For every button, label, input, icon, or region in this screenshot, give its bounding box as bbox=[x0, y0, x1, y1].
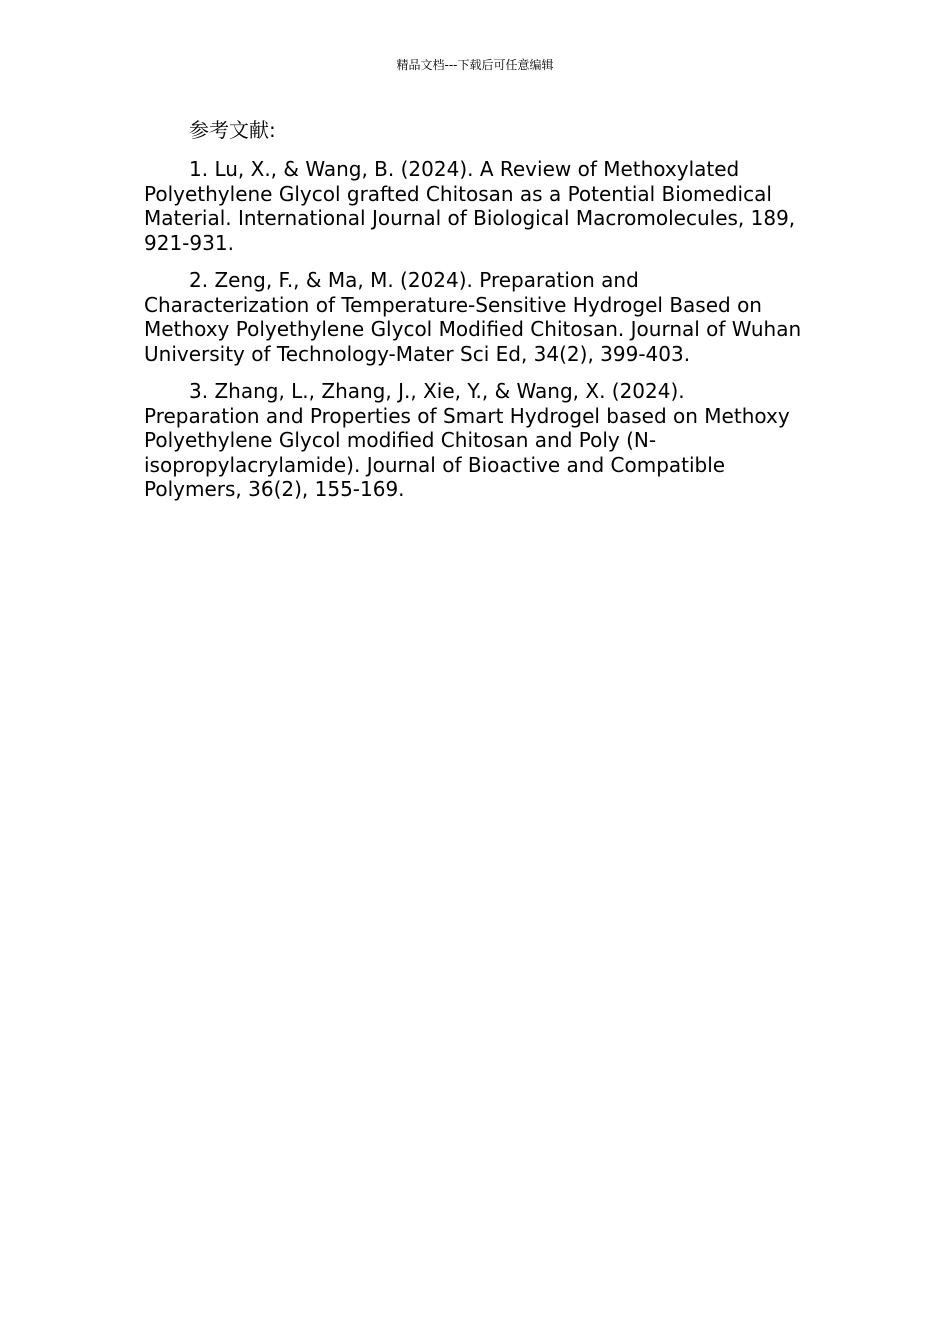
reference-item-1: 1. Lu, X., & Wang, B. (2024). A Review of Methoxylated Polyethylene Glycol grafted Chitosan as a Potential Biomedical Material. International Journal of Biological Macromolecules, 189, 921-931. bbox=[144, 157, 796, 255]
document-body bbox=[144, 117, 806, 515]
references-heading: 参考文献: bbox=[189, 118, 276, 142]
page-header: 精品文档---下载后可任意编辑 bbox=[396, 58, 554, 72]
reference-item-3: 3. Zhang, L., Zhang, J., Xie, Y., & Wang, X. (2024). Preparation and Properties of Smart Hydrogel based on Methoxy Polyethylene Glycol modified Chitosan and Poly (N-isopropylacrylamide). Journal of Bioactive and Compatible Polymers, 36(2), 155-169. bbox=[144, 379, 790, 501]
reference-item-2: 2. Zeng, F., & Ma, M. (2024). Preparation and Characterization of Temperature-Sensitive Hydrogel Based on Methoxy Polyethylene Glycol Modified Chitosan. Journal of Wuhan University of Technology-Mater Sci Ed, 34(2), 399-403. bbox=[144, 268, 802, 366]
